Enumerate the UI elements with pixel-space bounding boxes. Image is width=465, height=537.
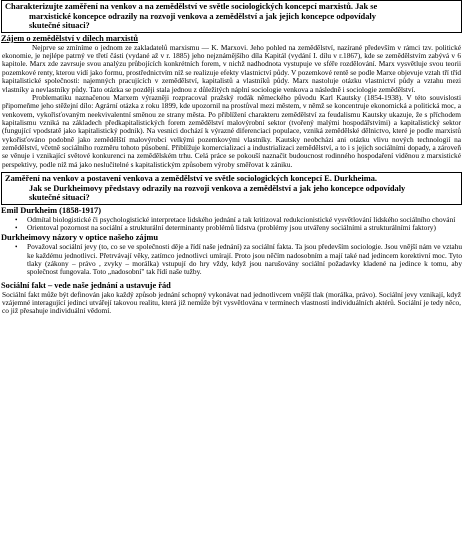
- section-title-marxists: Zájem o zemědělství v dílech marxistů: [1, 33, 138, 43]
- question-line-2: Jak se Durkheimovy představy odrazily na rozvoji venkova a zemědělství a jak jeho koncepce odpovídaly: [29, 183, 406, 193]
- paragraph-marx: Nejprve se zmíníme o jednom ze zakladatelů marxismu — K. Marxovi. Jeho pohled na zemědělství, nazírané především v rámci tzv. politické ekonomie, je nejlépe patrný ve třetí části (vydané až v r. 1885) jeho nejznámějšího díla Kapitál (vydání I. dílu v r.1867), kde se zemědělstvím zabývá v 6 kapitole. Marx zde zavrsuje svou analýzu průbojících konkrétních forem, v nichž nadhodnota vystupuje ve sféře rozdělování. Marx vysvětluje svou teorii pozemkové renty, kterou vidí jako formu, prostřednictvím níž se realizuje efekty vlastnictví půdy. V pozemkové rentě se podle Marxe objevuje vztah tří tříd kapitalistické společnosti: najemných pracujících v zemědělství, kapitalistů a vlastníků půdy. Marx nastoluje otázku vlastnictví půdy a vztahu mezi vlastníky a nevlastníky půdy. Tato otázka se později stala jednou z důležitých náplní sociologie venkova a následně i sociologie zemědělství.: [2, 42, 461, 94]
- question-line-3: skutečné situaci?: [29, 193, 90, 203]
- question-box-durkheim: [1, 172, 462, 205]
- bullet-icon: •: [15, 224, 18, 233]
- paragraph-kautsky: Problematiku naznačenou Marxem výrazněji rozpracoval pražský rodák německého původu Karl Kautsky (1854-1938). V této souvislosti připomeňme jeho stěžejní dílo: Agrární otázka z roku 1899, kde upozornil na prostůval mezi městem, v němž se koncentruje ekonomická a politická moc, a venkovem, vykořisťovaným neekvivalentní směnou ze strany města. Po přiblížení charakteru zemědělství za feudalismu Kautsky ukazuje, že s příchodem kapitalismu vzniká na základech předkapitalistických forem zemědělství malovýrobní sektor (tvořený malými hospodářstvími) a kapitalistický sektor (fungující vpodstatě jako kapitalistický podnik). Na vesnici dochází k výrazné diferenciaci populace, vzniká zemědělské dělnictvo, které je podle marxistů vykořisťováno podobně jako zemědělští malovýrobci velkými pozemkovými vlastníky. Kautsky neobcházi ani otázku vlivu nových technologií na zemědělství, včetně sociálního rozměru tohoto působení. Přiblížuje komercializaci a industrializaci zemědělství, a to i s jejich sociálními dopady, a zároveň se věnuje i vznikající světové konkurenci na zemědělském trhu. Celá práce se pokouší naznačit budoucnost rodinného hospodaření viděnou z marxistické perspektivy, podle níž má jako neslučitelné s kapitalistickým způsobem výroby směřovat k zániku.: [2, 92, 461, 169]
- question-line-2: marxistické koncepce odrazily na rozvoji venkova a zemědělství a jak jejich koncepce odpovídaly: [29, 11, 376, 21]
- durkheim-bullets: [1, 216, 462, 233]
- list-item-text: Považoval sociální jevy (to, co se ve společnosti děje a řídí naše jednání) za sociální fakta. Ta jsou především sociologie. Jsou vnější nám ve vztahu ke každému jednotlivci. Přetrvávají věky, zatímco jednotlivci umírají. Proto jsou něčím nadosobním a mají také nad jedincem korektivní moc. Tyto tlaky (zákony – právo , zvyky – morálka) vstupují do hry vždy, když jsou narušovány sociální požadavky kladené na jedince k tomu, aby společnost fungovala. Toto „nadosobní" tak řídí naše tužby.: [27, 242, 462, 277]
- social-fact-title: Sociální fakt – vede naše jednání a ustavuje řád: [1, 280, 171, 290]
- bullet-icon: •: [15, 215, 18, 224]
- question-box-marxists: [1, 0, 462, 33]
- durkheim-views-bullets: [1, 243, 462, 276]
- question-line-3: skutečné situaci?: [29, 21, 90, 31]
- question-line-1: Charakterizujte zaměření na venkov a na zemědělství ve světle sociologických koncepcí marxistů. Jak se: [5, 2, 378, 11]
- bullet-icon: •: [15, 243, 18, 252]
- durkheim-views-title: Durkheimovy názory v optice našeho zájmu: [1, 233, 159, 243]
- list-item-text: Odmítal biologistické či psychologistické interpretace lidského jednání a tak kritizoval redukcionistické vysvětlování lidského sociálního chování: [27, 214, 456, 224]
- durkheim-title: Emil Durkheim (1858-1917): [1, 205, 102, 215]
- list-item: [15, 242, 462, 277]
- spacer: [1, 277, 462, 280]
- list-item: [15, 223, 462, 233]
- question-line-1: Zaměření na venkov a postavení venkova a zemědělství ve světle sociologických koncepcí E. Durkheima.: [5, 173, 377, 183]
- paragraph-social-fact: Sociální fakt může být definován jako každý způsob jednání schopný vykonávat nad jednotlivcem vnější tlak (morálka, právo). Sociální jevy vznikají, když vzájemné interagující jedinci utvářejí takovou realitu, která již nemůže být vysvětlována v termínech vlastností individuálních aktérů. Sociální je tedy něco, co již přesahuje individuální vědomí.: [2, 289, 461, 316]
- list-item-text: Orientoval pozornost na sociální a strukturální determinanty problémů lidstva (problémy jsou utvářeny sociálními a strukturálními faktory): [27, 223, 436, 233]
